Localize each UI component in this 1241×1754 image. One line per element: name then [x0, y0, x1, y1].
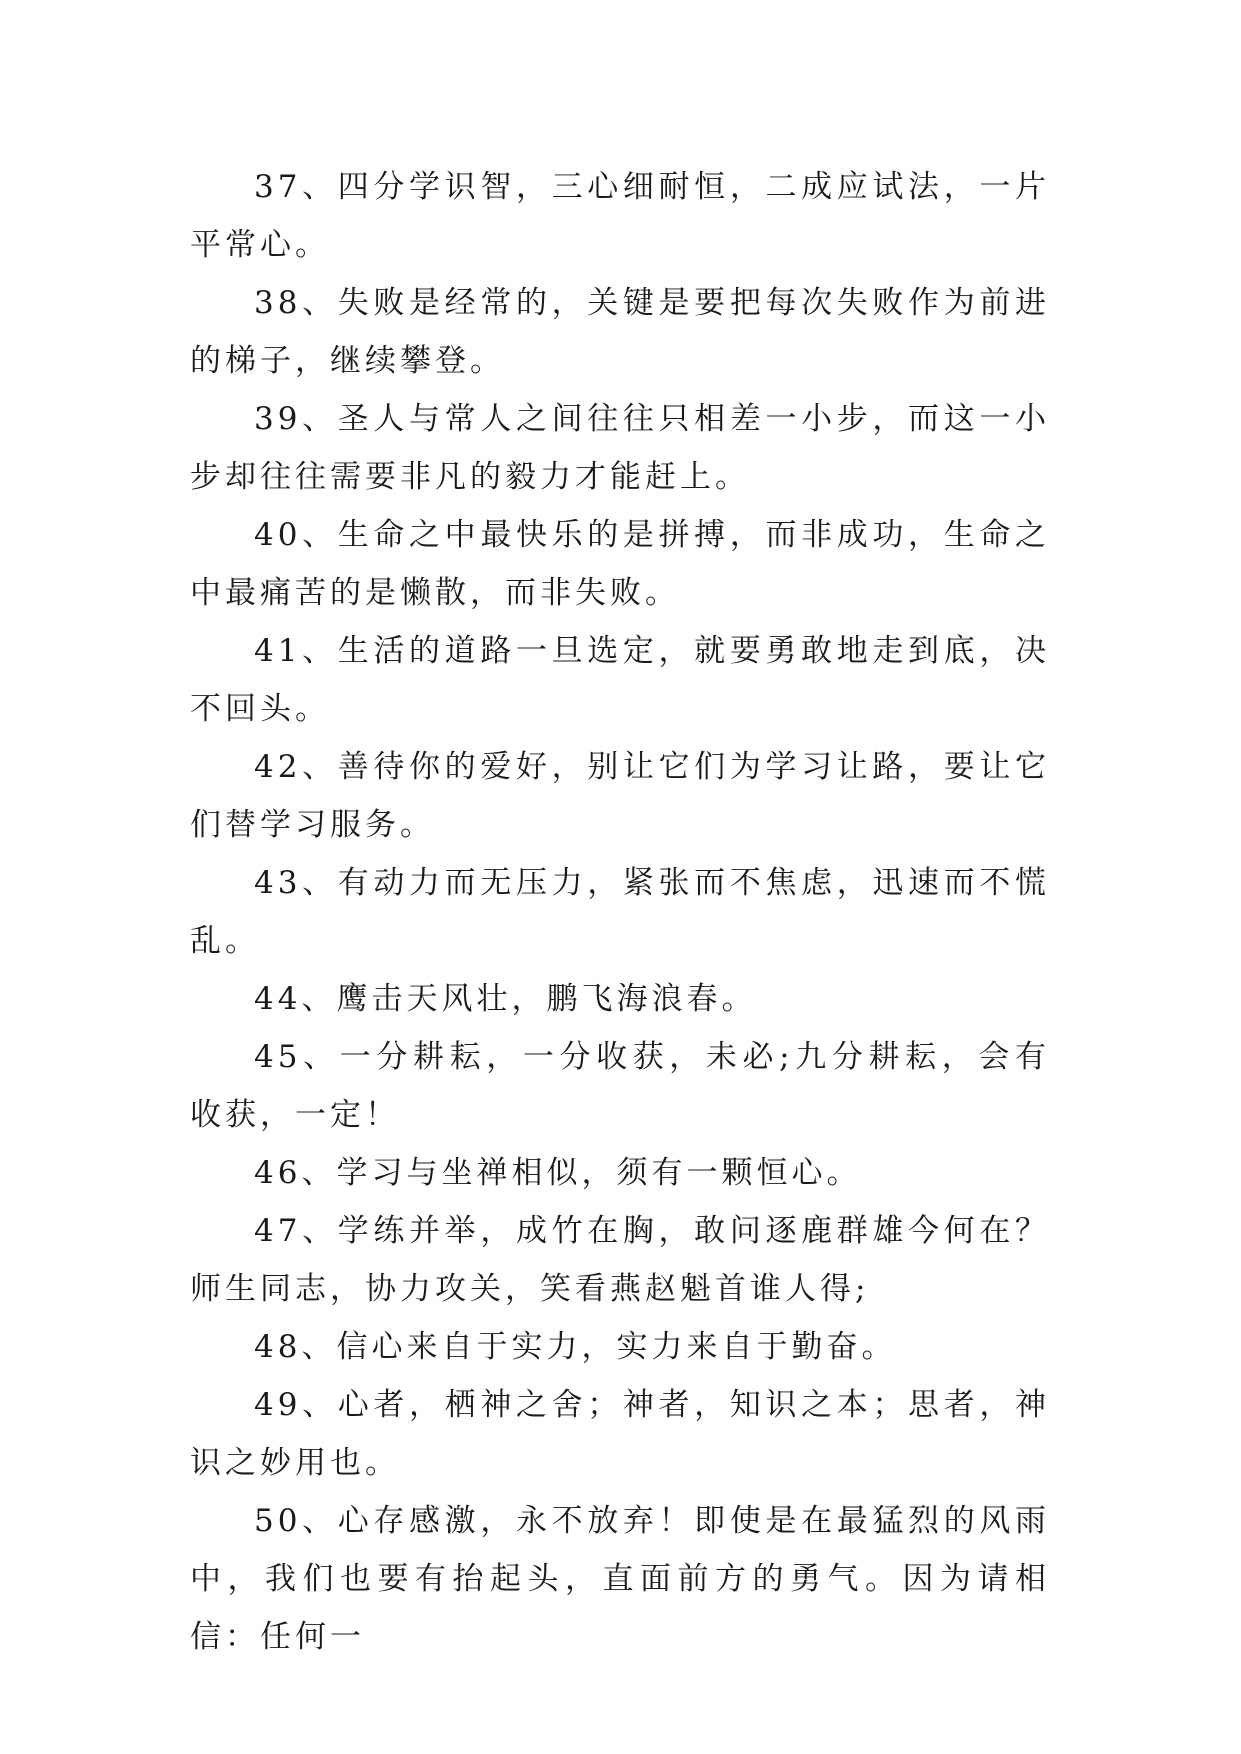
paragraph-40: 40、生命之中最快乐的是拼搏，而非成功，生命之中最痛苦的是懒散，而非失败。 [190, 517, 1050, 611]
paragraph-39: 39、圣人与常人之间往往只相差一小步，而这一小步却往往需要非凡的毅力才能赶上。 [190, 401, 1050, 495]
paragraph-49: 49、心者，栖神之舍；神者，知识之本；思者，神识之妙用也。 [190, 1387, 1050, 1481]
paragraph-41: 41、生活的道路一旦选定，就要勇敢地走到底，决不回头。 [190, 633, 1050, 727]
paragraph-42: 42、善待你的爱好，别让它们为学习让路，要让它们替学习服务。 [190, 749, 1050, 843]
paragraph-43: 43、有动力而无压力，紧张而不焦虑，迅速而不慌乱。 [190, 865, 1050, 959]
document-body [190, 158, 1050, 1666]
paragraph-48: 48、信心来自于实力，实力来自于勤奋。 [254, 1329, 897, 1365]
paragraph-38: 38、失败是经常的，关键是要把每次失败作为前进的梯子，继续攀登。 [190, 285, 1050, 379]
paragraph-44: 44、鹰击天风壮，鹏飞海浪春。 [254, 981, 757, 1017]
paragraph-50: 50、心存感激，永不放弃！即使是在最猛烈的风雨中，我们也要有抬起头，直面前方的勇气。因为请相信：任何一 [190, 1503, 1050, 1655]
paragraph-47: 47、学练并举，成竹在胸，敢问逐鹿群雄今何在？师生同志，协力攻关，笑看燕赵魁首谁人得; [190, 1213, 1050, 1307]
paragraph-46: 46、学习与坐禅相似，须有一颗恒心。 [254, 1155, 862, 1191]
paragraph-37: 37、四分学识智，三心细耐恒，二成应试法，一片平常心。 [190, 169, 1050, 263]
paragraph-45: 45、一分耕耘，一分收获，未必;九分耕耘，会有收获，一定！ [190, 1039, 1050, 1133]
